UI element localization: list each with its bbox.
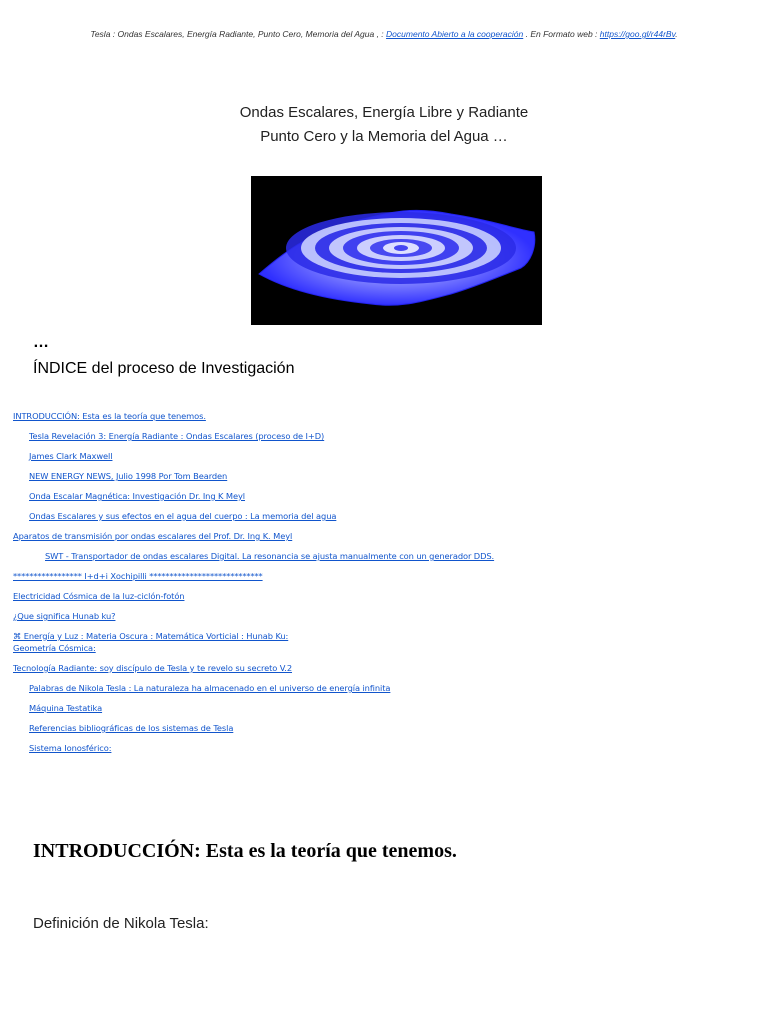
cooperation-doc-link[interactable]: Documento Abierto a la cooperación (386, 29, 524, 39)
toc-link[interactable]: Ondas Escalares y sus efectos en el agua del cuerpo : La memoria del agua (29, 511, 337, 521)
toc-link[interactable]: SWT - Transportador de ondas escalares Digital. La resonancia se ajusta manualmente con un generador DDS. (45, 551, 495, 561)
index-heading: ÍNDICE del proceso de Investigación (33, 360, 295, 377)
definition-text: Definición de Nikola Tesla: (33, 915, 209, 932)
toc-link[interactable]: Sistema Ionosférico: (29, 743, 112, 753)
toc-link[interactable]: Electricidad Cósmica de la luz-ciclón-fotón (13, 591, 185, 601)
toc-link[interactable]: Palabras de Nikola Tesla : La naturaleza ha almacenado en el universo de energía infinita (29, 683, 391, 693)
toc-link[interactable]: Tecnología Radiante: soy discípulo de Tesla y te revelo su secreto V.2 (13, 663, 293, 673)
page-title-line2: Punto Cero y la Memoria del Agua … (260, 128, 508, 145)
scalar-wave-graphic (251, 176, 542, 325)
web-format-link[interactable]: https://goo.gl/r44rBv (599, 29, 676, 39)
scalar-wave-image (251, 176, 542, 325)
header-suffix: . (675, 29, 678, 39)
toc-link[interactable]: ¿Que significa Hunab ku? (13, 611, 116, 621)
toc-link[interactable]: ***************** I+d+i Xochipilli **************************** (13, 571, 263, 581)
header-middle: . En Formato web : (523, 29, 600, 39)
toc-link[interactable]: Geometría Cósmica: (13, 643, 96, 653)
toc-link[interactable]: Onda Escalar Magnética: Investigación Dr. Ing K Meyl (29, 491, 246, 501)
toc-link[interactable]: NEW ENERGY NEWS, Julio 1998 Por Tom Bearden (29, 471, 228, 481)
toc-link[interactable]: INTRODUCCIÓN: Esta es la teoría que tenemos. (13, 411, 206, 421)
toc-link[interactable]: ⌘ Energía y Luz : Materia Oscura : Matemática Vorticial : Hunab Ku: (13, 631, 289, 641)
document-header (0, 29, 768, 39)
toc-link[interactable]: Máquina Testatika (29, 703, 103, 713)
toc-link[interactable]: Referencias bibliográficas de los sistemas de Tesla (29, 723, 234, 733)
page-title-line1: Ondas Escalares, Energía Libre y Radiante (239, 104, 529, 121)
introduction-heading: INTRODUCCIÓN: Esta es la teoría que tenemos. (33, 840, 457, 862)
toc-link[interactable]: Aparatos de transmisión por ondas escalares del Prof. Dr. Ing K. Meyl (13, 531, 293, 541)
toc-link[interactable]: James Clark Maxwell (29, 451, 113, 461)
toc-link[interactable]: Tesla Revelación 3: Energía Radiante : Ondas Escalares (proceso de I+D) (29, 431, 325, 441)
ellipsis-marker: … (33, 334, 49, 351)
header-prefix: Tesla : Ondas Escalares, Energía Radiante, Punto Cero, Memoria del Agua , : (90, 29, 387, 39)
